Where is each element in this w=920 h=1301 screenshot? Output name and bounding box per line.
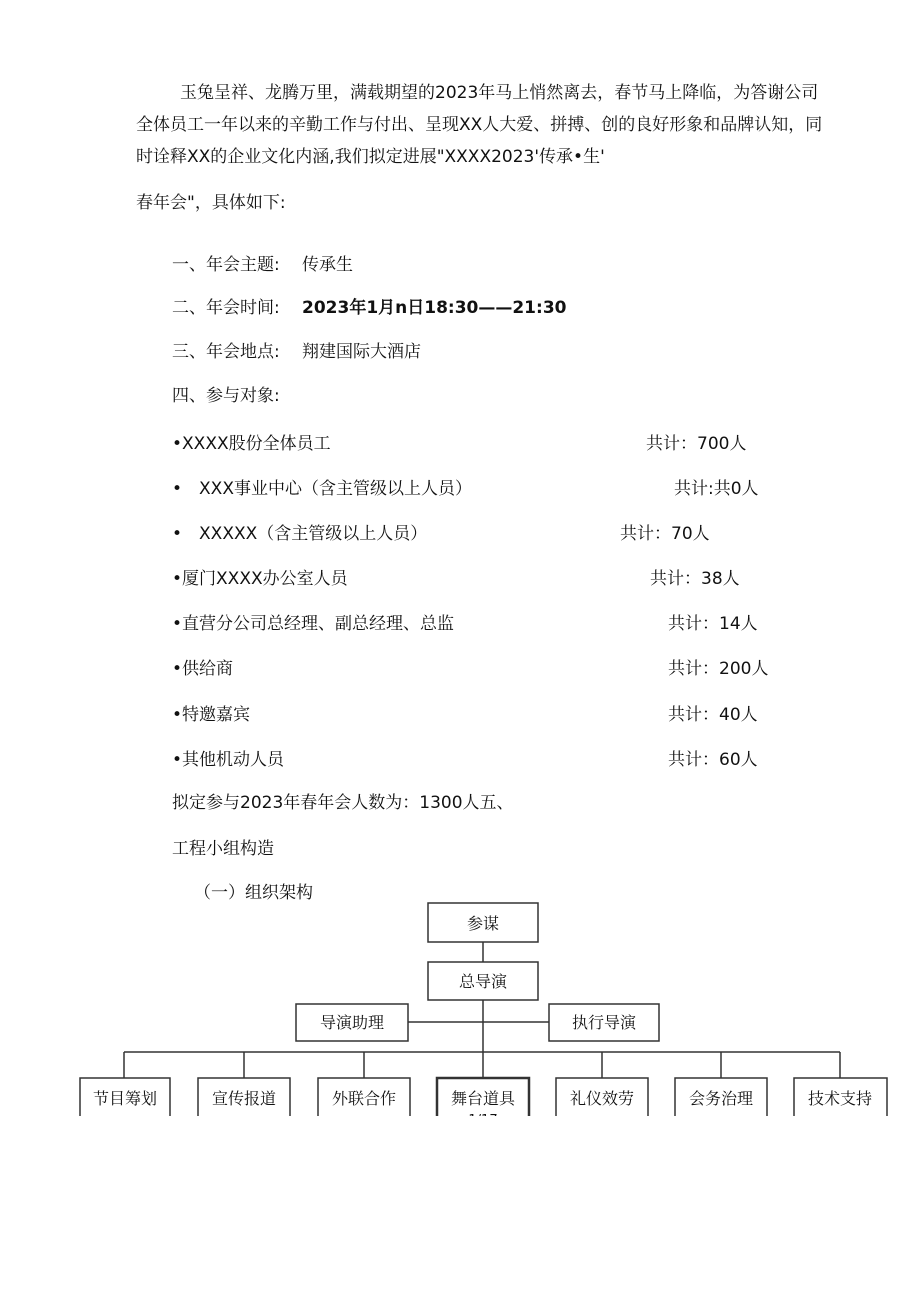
page-bottom-blank <box>0 1116 920 1301</box>
time-value: 2023年1月n日18:30——21:30 <box>302 298 567 318</box>
participant-count: 共计：60人 <box>668 750 758 770</box>
group-label: 会务治理 <box>688 1089 754 1108</box>
participant-name: •直营分公司总经理、副总经理、总监 <box>172 614 455 634</box>
intro-line-1: 玉兔呈祥、龙腾万里，满载期望的2023年马上悄然离去，春节马上降临，为答谢公司 <box>180 83 819 103</box>
box-executive-label: 执行导演 <box>571 1013 637 1032</box>
box-director-label: 总导演 <box>458 972 508 991</box>
group-label: 礼仪效劳 <box>569 1089 635 1108</box>
theme-label: 一、年会主题: <box>172 255 280 275</box>
participants-label: 四、参与对象: <box>172 386 280 406</box>
intro-line-4: 春年会"，具体如下: <box>136 193 286 213</box>
participant-count: 共计:共0人 <box>674 479 759 499</box>
subsection-title: （一）组织架构 <box>194 883 313 903</box>
intro-line-2: 全体员工一年以来的辛勤工作与付出、呈现XX人大爱、拼搏、创的良好形象和品牌认知，同 <box>136 115 823 135</box>
participant-count: 共计：200人 <box>668 659 769 679</box>
group-label: 舞台道具 <box>450 1089 516 1108</box>
participant-name: •其他机动人员 <box>172 750 285 770</box>
total-line: 拟定参与2023年春年会人数为：1300人五、 <box>172 793 514 813</box>
place-label: 三、年会地点: <box>172 342 280 362</box>
place-value: 翔建国际大酒店 <box>302 342 421 362</box>
participant-count: 共计：14人 <box>668 614 758 634</box>
participant-name: •XXXX股份全体员工 <box>172 434 331 454</box>
participant-name: •特邀嘉宾 <box>172 705 251 725</box>
box-assistant-label: 导演助理 <box>319 1013 385 1032</box>
group-label: 节目筹划 <box>92 1089 158 1108</box>
group-label: 技术支持 <box>807 1089 873 1108</box>
theme-value: 传承生 <box>302 255 353 275</box>
section5-title: 工程小组构造 <box>172 839 274 859</box>
participant-count: 共计：70人 <box>620 524 710 544</box>
participant-name: • XXXXX（含主管级以上人员） <box>172 524 428 544</box>
group-label: 宣传报道 <box>211 1089 277 1108</box>
participant-name: •供给商 <box>172 659 234 679</box>
participant-name: •厦门XXXX办公室人员 <box>172 569 348 589</box>
participant-count: 共计：38人 <box>650 569 740 589</box>
group-label: 外联合作 <box>331 1089 397 1108</box>
participant-count: 共计：700人 <box>646 434 747 454</box>
box-top-label: 参谋 <box>466 914 500 933</box>
participant-count: 共计：40人 <box>668 705 758 725</box>
time-label: 二、年会时间: <box>172 298 280 318</box>
participant-name: • XXX事业中心（含主管级以上人员） <box>172 479 472 499</box>
intro-line-3: 时诠释XX的企业文化内涵,我们拟定进展"XXXX2023'传承•生' <box>136 147 605 167</box>
